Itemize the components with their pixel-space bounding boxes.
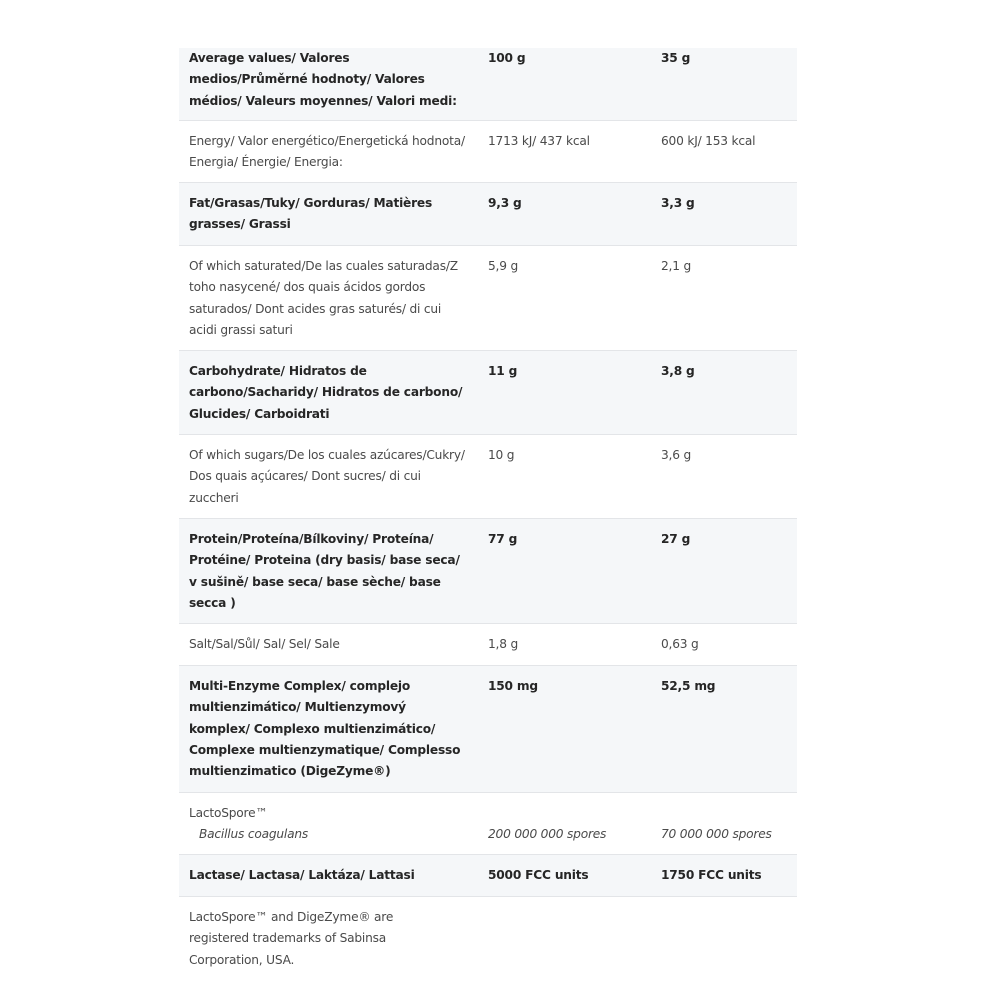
value-per-100g: 100 g — [488, 51, 526, 65]
table-row — [179, 435, 797, 519]
value-per-100g: 9,3 g — [488, 196, 522, 210]
nutrient-label: Of which saturated/De las cuales saturadas/Z toho nasycené/ dos quais ácidos gordos saturados/ Dont acides gras saturés/ di cui acidi grassi saturi — [189, 259, 458, 337]
spore-count-100g: 200 000 000 spores — [488, 827, 607, 841]
nutrient-label: Multi-Enzyme Complex/ complejo multienzimático/ Multienzymový komplex/ Complexo multienzimático/ Complexe multienzymatique/ Complesso multienzimatico (DigeZyme®) — [189, 679, 461, 779]
value-per-serving: 35 g — [661, 51, 691, 65]
table-row — [179, 121, 797, 183]
value-per-100g: 77 g — [488, 532, 518, 546]
nutrient-label: Salt/Sal/Sůl/ Sal/ Sel/ Sale — [189, 637, 340, 651]
nutrient-label: Protein/Proteína/Bílkoviny/ Proteína/ Protéine/ Proteina (dry basis/ base seca/ v sušině/ base seca/ base sèche/ base secca ) — [189, 532, 460, 610]
value-per-100g: 1713 kJ/ 437 kcal — [488, 134, 590, 148]
nutrient-label: Lactase/ Lactasa/ Laktáza/ Lattasi — [189, 868, 415, 882]
nutrient-label: Of which sugars/De los cuales azúcares/Cukry/ Dos quais açúcares/ Dont sucres/ di cui zuccheri — [189, 448, 465, 505]
trademark-footnote: LactoSpore™ and DigeZyme® are registered trademarks of Sabinsa Corporation, USA. — [189, 910, 394, 967]
table-row — [179, 246, 797, 351]
value-per-serving: 2,1 g — [661, 259, 691, 273]
value-per-serving — [651, 793, 797, 854]
nutrient-label: Carbohydrate/ Hidratos de carbono/Sacharidy/ Hidratos de carbono/ Glucides/ Carboidrati — [189, 364, 463, 421]
value-per-serving: 0,63 g — [661, 637, 699, 651]
table-row — [179, 855, 797, 897]
nutrient-label: Fat/Grasas/Tuky/ Gorduras/ Matières grasses/ Grassi — [189, 196, 433, 232]
value-per-100g: 1,8 g — [488, 637, 518, 651]
table-row — [179, 666, 797, 793]
table-row — [179, 624, 797, 666]
value-per-serving: 27 g — [661, 532, 691, 546]
value-per-serving: 1750 FCC units — [661, 868, 762, 882]
nutrient-label: Average values/ Valores medios/Průměrné hodnoty/ Valores médios/ Valeurs moyennes/ Valori medi: — [189, 51, 457, 108]
value-per-serving: 52,5 mg — [661, 679, 716, 693]
table-row — [179, 519, 797, 624]
nutrient-sublabel: Bacillus coagulans — [199, 827, 309, 842]
value-per-100g: 10 g — [488, 448, 515, 462]
value-per-serving: 3,3 g — [661, 196, 695, 210]
spore-count-serving: 70 000 000 spores — [661, 827, 772, 841]
table-row — [179, 793, 797, 855]
table-row — [179, 183, 797, 246]
nutrition-table — [179, 48, 797, 897]
value-per-100g: 150 mg — [488, 679, 538, 693]
value-per-100g: 5,9 g — [488, 259, 518, 273]
nutrient-label: Energy/ Valor energético/Energetická hodnota/ Energia/ Énergie/ Energia: — [189, 134, 465, 170]
value-per-serving: 600 kJ/ 153 kcal — [661, 134, 756, 148]
value-per-100g: 11 g — [488, 364, 518, 378]
value-per-100g — [478, 793, 651, 854]
nutrient-label: LactoSpore™ — [189, 806, 268, 820]
value-per-100g: 5000 FCC units — [488, 868, 589, 882]
table-row — [179, 351, 797, 435]
nutrient-label-group — [179, 793, 478, 854]
table-row — [179, 48, 797, 121]
value-per-serving: 3,8 g — [661, 364, 695, 378]
value-per-serving: 3,6 g — [661, 448, 691, 462]
